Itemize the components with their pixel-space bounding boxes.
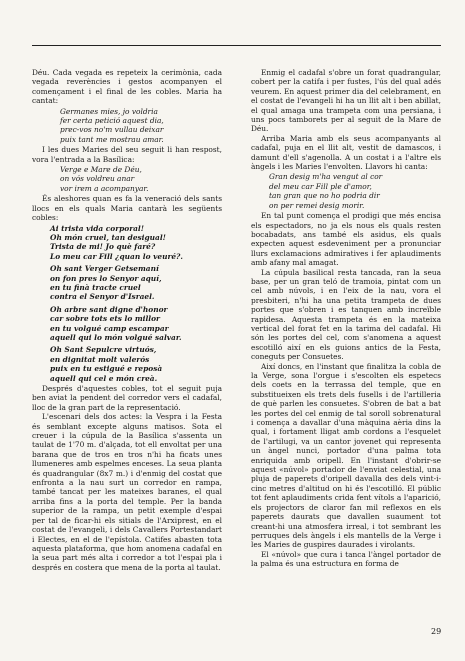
verse-line: contra el Senyor d'Israel. bbox=[50, 292, 155, 302]
verse-line: en tu finà tracte cruel bbox=[50, 282, 141, 292]
verse-line: puix en tu estigué e reposà bbox=[50, 364, 163, 374]
paragraph: La cúpula basilical resta tancada, ran la seua base, per un gran teló de tramoia, pintat com un cel amb núvols, i en l'eix de la nau, vora el presbiteri, n'hi ha una petita trampeta de dues portes que s'obren i es tanquen amb increïble rapidesa. Aquesta trampeta és en la mateixa vertical del forat fet en la tarima del cadafal. Hi són les portes del cel, com s'anomena a aquest escotilló així en els guions antics de la Festa, coneguts per Consuetes. bbox=[251, 267, 441, 362]
verse-block bbox=[50, 224, 222, 384]
verse-line: Oh Sant Sepulcre virtuós, bbox=[50, 345, 157, 355]
verse-line: Gran desig m'ha vengut al cor bbox=[269, 172, 383, 182]
verse-line: prec-vos no'm vullau deixar bbox=[60, 125, 164, 135]
verse-line: tan gran que no ho podria dir bbox=[269, 191, 380, 201]
verse-block bbox=[269, 172, 441, 210]
paragraph: Enmig el cadafal s'obre un forat quadrangular, cobert per la catifa i per fustes, l'ús del qual adés veurem. En aquest primer dia del celebrament, en el costat de l'evangeli hi ha un llit alt i ben abillat, el qual amaga una trampeta com una persiana, i uns pocs tamborets per al seguit de la Mare de Déu. bbox=[251, 68, 441, 134]
verse-line: Oh món cruel, tan desigual! bbox=[50, 232, 166, 242]
verse-line: Oh sant Verger Getsemaní bbox=[50, 264, 159, 274]
verse-line: vor irem a acompanyar. bbox=[60, 183, 149, 193]
verse-line: on vós voldreu anar bbox=[60, 174, 135, 184]
paragraph: El «núvol» que cura i tanca l'àngel portador de la palma és una estructura en forma de bbox=[251, 549, 441, 569]
left-column bbox=[32, 68, 222, 572]
verse-line: del meu car Fill ple d'amor, bbox=[269, 181, 372, 191]
paragraph: Déu. Cada vegada es repeteix la cerimònia, cada vegada reverències i gestos acompanyen el començament i el final de les cobles. Maria ha cantat: bbox=[32, 68, 222, 106]
verse-line: en tu volgué camp escampar bbox=[50, 323, 169, 333]
paragraph: I les dues Maries del seu seguit li han respost, vora l'entrada a la Basílica: bbox=[32, 145, 222, 164]
paragraph: L'escenari dels dos actes: la Vespra i la Festa és semblant excepte alguns matisos. Sota el creuer i la cúpula de la Basílica s'assenta un taulat de 1'70 m. d'alçada, tot ell envoltat per una barana que de tros en tros n'hi ha ficats unes llumeneres amb espelmes enceses. La seua planta és quadrangular (8x7 m.) i d'enmig del costat que enfronta a la nau surt un corredor en rampa, també tancat per les mateixes baranes, el qual arriba fins a la porta del temple. Per la banda superior de la rampa, un petit exemple d'espai per tal de ficar-hi els sitials de l'Arxiprest, en el costat de l'evangeli, i dels Cavallers Portestandart i Electes, en el de l'epístola. Catifes abasten tota aquesta plataforma, que hom anomena cadafal en la seua part més alta i corredor a tot l'espai pla i després en costera que mena de la porta al taulat. bbox=[32, 412, 222, 572]
page-number: 29 bbox=[431, 627, 442, 636]
verse-line: Germanes mies, jo voldria bbox=[60, 106, 158, 116]
paragraph: En tal punt comença el prodigi que més encisa els espectadors, no ja els nous els quals resten bocabadats, ans també els asidus, els quals expecten aquest esdeveniment per a pronunciar llurs exclamacions admiratives i fer aplaudiments amb afany mal amagat. bbox=[251, 211, 441, 268]
verse-line: en dignitat molt valerós bbox=[50, 354, 150, 364]
verse-block bbox=[60, 165, 222, 193]
verse-line: Trista de mi! Jo què faré? bbox=[50, 242, 156, 252]
verse-line: aquell qui cel e món creà. bbox=[50, 373, 158, 383]
verse-line: on fon pres lo Senyor aquí, bbox=[50, 273, 162, 283]
verse-line: aquell qui lo món volgué salvar. bbox=[50, 332, 182, 342]
verse-line: fer certa petició aquest dia, bbox=[60, 116, 164, 126]
verse-line: Lo meu car Fill ¿quan lo veuré?. bbox=[50, 251, 183, 261]
verse-block bbox=[60, 107, 222, 145]
paragraph: Arriba Maria amb els seus acompanyants al cadafal, puja en el llit alt, vestit de damascos, i damunt d'ell s'agenolla. A un costat i a l'altre els àngels i les Maries l'envolten. Llavors hi canta: bbox=[251, 133, 441, 172]
paragraph: És aleshores quan es fa la veneració dels sants llocs en els quals Maria cantarà les següents cobles: bbox=[32, 194, 222, 223]
verse-line: Oh arbre sant digne d'honor bbox=[50, 304, 168, 314]
paragraph: Després d'aquestes cobles, tot el seguit puja ben aviat la pendent del corredor vers el cadafal, lloc de la gran part de la representació. bbox=[32, 384, 222, 412]
right-column bbox=[251, 68, 441, 569]
paragraph: Així doncs, en l'instant que finalitza la cobla de la Verge, sona l'orgue i s'escolten els espetecs dels coets en la terrassa del temple, que en substitueixen els trets dels fusells i de l'artilleria de què parlen les consuetes. S'obren de bat a bat les portes del cel enmig de tal soroll sobrenatural i comença a davallar d'una màquina aèria dins la qual, i fortament lligat amb cordons a l'esquelet de l'artilugi, va un cantor jovenet qui representa un àngel nunci, portador d'una palma tota enriquida amb oripell. En l'instant d'obrir-se aquest «núvol» portador de l'enviat celestial, una pluja de paperets d'oripell davalla des dels vint-i-cinc metres d'altitud on hi és l'escotilló. El públic tot fent aplaudiments crida fent vítols a l'aparició, els projectors de claror fan mil reflexos en els paperets daurats que davallen suaument tot creant-hi una atmosfera irreal, i tot sembrant les perruques dels àngels i els mantells de la Verge i les Maries de guspires daurades i virolants. bbox=[251, 361, 441, 550]
verse-line: on per remei desig morir. bbox=[269, 200, 365, 210]
verse-line: car sobre tots ets lo millor bbox=[50, 314, 160, 324]
verse-line: Ai trista vida corporal! bbox=[50, 223, 144, 233]
header-rule bbox=[32, 45, 441, 46]
verse-line: Verge e Mare de Déu, bbox=[60, 165, 142, 175]
verse-line: puix tant me mostrau amar. bbox=[60, 134, 164, 144]
